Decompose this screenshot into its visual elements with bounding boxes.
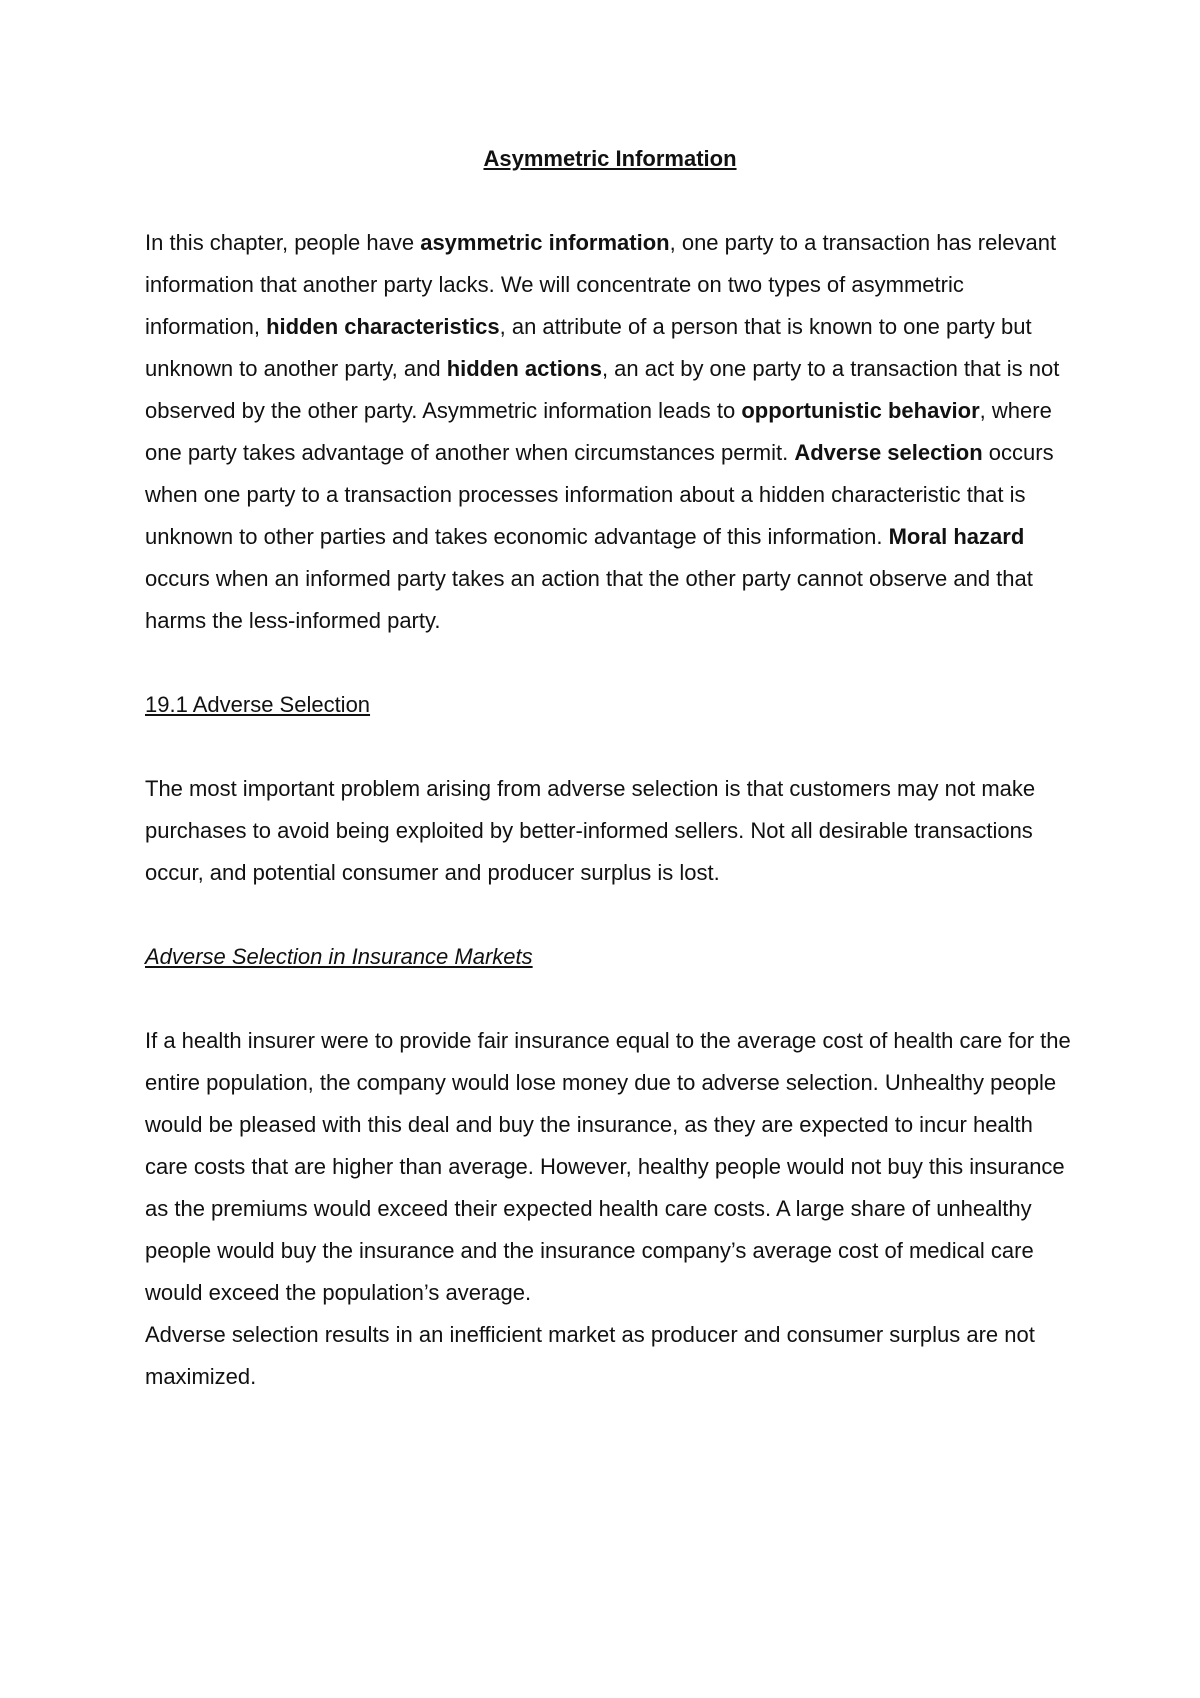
intro-paragraph [145,222,1075,642]
intro-text-6: occurs when one party to a transaction processes information about a hidden characteristic that is unknown to other parties and takes economic advantage of this information. [145,440,1054,549]
term-hidden-characteristics: hidden characteristics [266,314,500,339]
section-paragraph: The most important problem arising from adverse selection is that customers may not make purchases to avoid being exploited by better-informed sellers. Not all desirable transactions occur, and potential consumer and producer surplus is lost. [145,776,1036,885]
subsection-heading-insurance-markets: Adverse Selection in Insurance Markets [145,944,533,969]
intro-text-2: , one party to a transaction has relevant information that another party lacks. We will concentrate on two types of asymmetric information, [145,230,1057,339]
term-opportunistic-behavior: opportunistic behavior [741,398,980,423]
term-moral-hazard: Moral hazard [888,524,1025,549]
spacer [145,894,1075,936]
section-heading-adverse-selection: 19.1 Adverse Selection [145,692,371,717]
spacer [145,978,1075,1020]
document-title: Asymmetric Information [483,146,737,171]
spacer [145,642,1075,684]
term-adverse-selection: Adverse selection [794,440,983,465]
intro-text-3: , an attribute of a person that is known to one party but unknown to another party, and [145,314,1032,381]
term-hidden-actions: hidden actions [446,356,602,381]
spacer [145,726,1075,768]
subsection-paragraph-1: If a health insurer were to provide fair insurance equal to the average cost of health care for the entire population, the company would lose money due to adverse selection. Unhealthy people would be pleased with this deal and buy the insurance, as they are expected to incur health care costs that are higher than average. However, healthy people would not buy this insurance as the premiums would exceed their expected health care costs. A large share of unhealthy people would buy the insurance and the insurance company’s average cost of medical care would exceed the population’s average. [145,1028,1071,1305]
intro-text-1: In this chapter, people have [145,230,421,255]
intro-text-5: , where one party takes advantage of another when circumstances permit. [145,398,1052,465]
document-page [145,138,1075,1398]
intro-text-4: , an act by one party to a transaction that is not observed by the other party. Asymmetric information leads to [145,356,1060,423]
subsection-paragraph-2: Adverse selection results in an inefficient market as producer and consumer surplus are not maximized. [145,1322,1035,1389]
intro-text-7: occurs when an informed party takes an action that the other party cannot observe and that harms the less-informed party. [145,566,1033,633]
term-asymmetric-information: asymmetric information [420,230,670,255]
